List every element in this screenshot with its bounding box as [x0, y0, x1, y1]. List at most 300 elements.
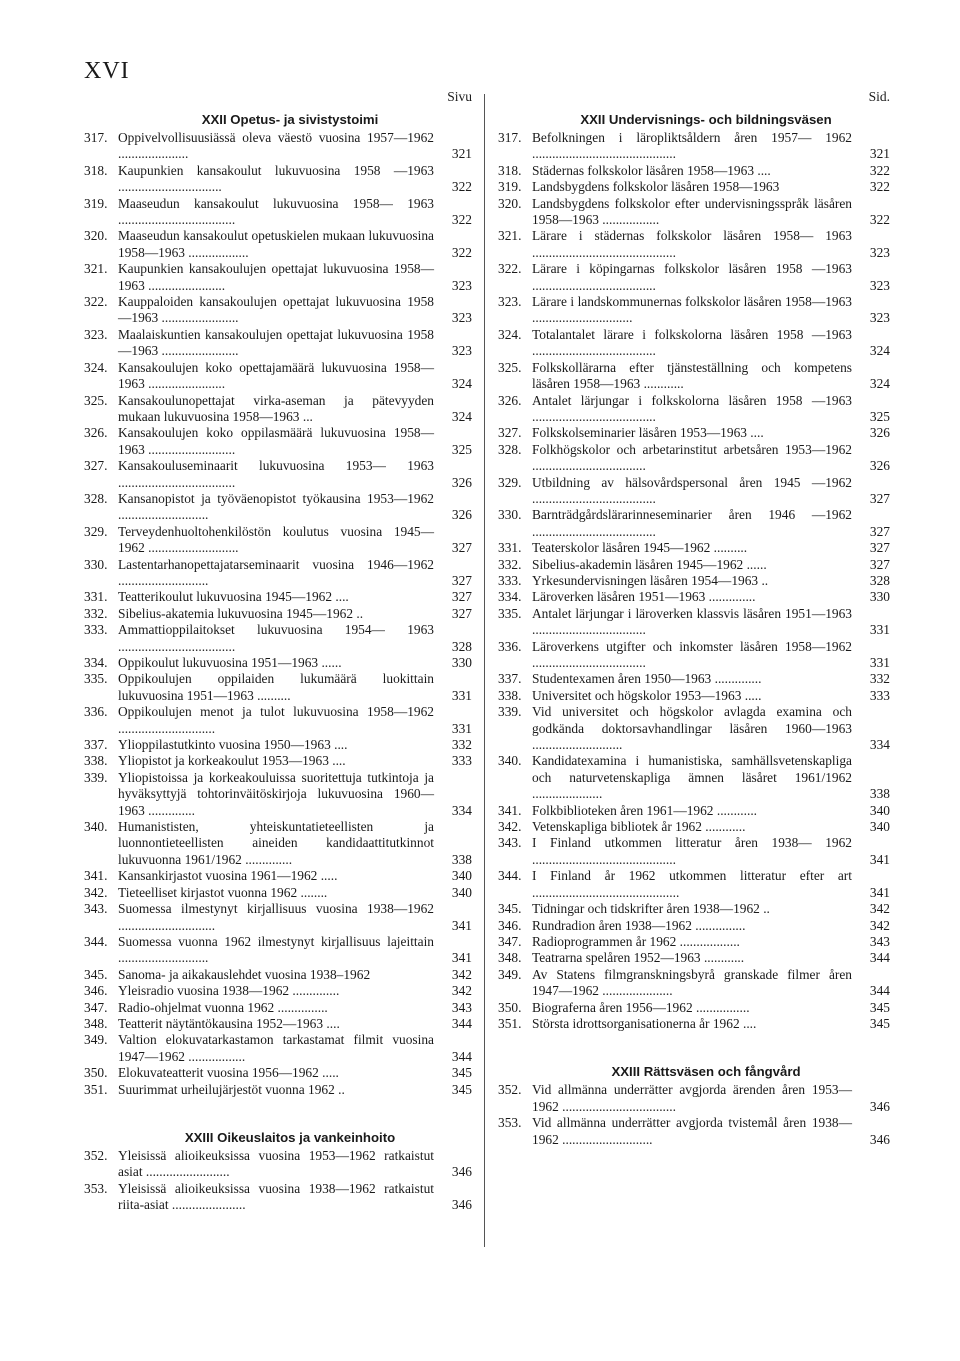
- toc-entry: [84, 196, 472, 229]
- entry-page: 323: [451, 310, 472, 326]
- entry-number: 320.: [498, 195, 522, 211]
- entry-number: 340.: [84, 819, 108, 835]
- entry-number: 346.: [84, 983, 108, 999]
- entry-title: Ylioppilastutkinto vuosina 1950—1963 ....: [118, 737, 348, 753]
- toc-entry: [498, 425, 890, 441]
- entry-title: Oppikoulut lukuvuosina 1951—1963 ......: [118, 655, 342, 670]
- toc-entry: [84, 130, 472, 163]
- entry-title: Folkskollärarna efter tjänsteställning och kompetens läsåren 1958—1963 ............: [532, 359, 852, 392]
- entry-page: 342: [869, 917, 890, 933]
- entry-number: 331.: [84, 589, 108, 605]
- entry-page: 331: [869, 622, 890, 638]
- entry-title: Lärare i köpingarnas folkskolor läsåren 1958 —1963 .....................................: [532, 261, 852, 293]
- toc-entry: [84, 228, 472, 261]
- toc-entry: [498, 507, 890, 540]
- entry-page: 328: [869, 572, 890, 588]
- entry-title: Teatterit näytäntökausina 1952—1963 ....: [118, 1015, 340, 1031]
- toc-entry: [498, 294, 890, 327]
- entry-title: Totalantalet lärare i folkskolorna läsåren 1958 —1963 .....................................: [532, 326, 852, 359]
- toc-entry: [498, 557, 890, 573]
- entry-title: Yliopistot ja korkeakoulut 1953—1963 ....: [118, 753, 346, 769]
- toc-entry: [498, 130, 890, 163]
- entry-page: 332: [869, 671, 890, 687]
- toc-entry: [84, 589, 472, 605]
- entry-title: Suurimmat urheilujärjestöt vuonna 1962 ..: [118, 1081, 345, 1097]
- entry-title: Yleisissä alioikeuksissa vuosina 1953—1962 ratkaistut asiat .........................: [118, 1147, 434, 1180]
- entry-page: 344: [451, 1015, 472, 1031]
- entry-title: Ammattioppilaitokset lukuvuosina 1954— 1963 ...................................: [118, 622, 434, 654]
- entry-number: 344.: [84, 933, 108, 949]
- toc-entry: [84, 524, 472, 557]
- entry-title: Rundradion åren 1938—1962 ...............: [532, 917, 746, 933]
- entry-title: I Finland utkommen litteratur åren 1938— 1962 ...........................................: [532, 835, 852, 867]
- entry-number: 324.: [498, 326, 522, 342]
- entry-number: 335.: [498, 605, 522, 621]
- entry-page: 326: [869, 425, 890, 441]
- entry-page: 334: [451, 802, 472, 818]
- toc-entry: [498, 540, 890, 556]
- entry-page: 341: [451, 950, 472, 966]
- entry-title: Kandidatexamina i humanistiska, samhällsvetenskapliga och naturvetenskapliga ämnen läsåret 1961/1962 .....................: [532, 753, 852, 802]
- toc-entry: [498, 967, 890, 1000]
- section-title: XXII Opetus- ja sivistystoimi: [201, 112, 379, 127]
- entry-page: 346: [451, 1164, 472, 1180]
- entry-page: 342: [451, 983, 472, 999]
- toc-entry: [498, 393, 890, 426]
- entry-page: 332: [451, 737, 472, 753]
- entry-title: Radioprogrammen år 1962 ..................: [532, 933, 740, 949]
- entry-number: 336.: [498, 638, 522, 654]
- toc-entry: [84, 753, 472, 769]
- toc-entry: [498, 918, 890, 934]
- entry-title: Antalet lärjungar i folkskolorna läsåren 1958 —1963 .....................................: [532, 392, 852, 424]
- entry-page: 324: [869, 376, 890, 392]
- entry-page: 338: [451, 851, 472, 867]
- entry-title: Biograferna åren 1956—1962 ................: [532, 999, 750, 1015]
- entry-page: 340: [869, 802, 890, 818]
- entry-number: 331.: [498, 540, 522, 556]
- toc-entry: [84, 770, 472, 819]
- entry-list: [84, 1148, 472, 1214]
- entry-page: 323: [869, 277, 890, 293]
- entry-title: Av Statens filmgranskningsbyrå granskade filmer åren 1947—1962 .....................: [532, 966, 852, 999]
- entry-number: 329.: [84, 523, 108, 539]
- entry-page: 327: [869, 523, 890, 539]
- entry-number: 344.: [498, 868, 522, 884]
- entry-number: 351.: [84, 1081, 108, 1097]
- toc-entry: [84, 557, 472, 590]
- entry-title: Landsbygdens folkskolor efter undervisningsspråk läsåren 1958—1963 .................: [532, 195, 852, 228]
- toc-entry: [84, 655, 472, 671]
- entry-title: Maalaiskuntien kansakoulujen opettajat lukuvuosina 1958—1963 .......................: [118, 326, 434, 359]
- entry-number: 324.: [84, 359, 108, 375]
- entry-number: 338.: [498, 687, 522, 703]
- toc-entry: [498, 639, 890, 672]
- entry-page: 327: [451, 572, 472, 588]
- toc-entry: [498, 261, 890, 294]
- toc-entry: [84, 1032, 472, 1065]
- entry-number: 336.: [84, 704, 108, 720]
- entry-list: [498, 1082, 890, 1148]
- entry-page: 344: [451, 1048, 472, 1064]
- entry-page: 330: [869, 589, 890, 605]
- entry-number: 353.: [498, 1115, 522, 1131]
- toc-entry: [84, 261, 472, 294]
- entry-title: Vid universitet och högskolor avlagda examina och godkända doktorsavhandlingar läsåren 1960—1963 ...........................: [532, 704, 852, 753]
- entry-number: 327.: [84, 458, 108, 474]
- entry-title: Maaseudun kansakoulut opetuskielen mukaan lukuvuosina 1958—1963 ..................: [118, 228, 434, 260]
- entry-title: Sanoma- ja aikakauslehdet vuosina 1938–1962: [118, 966, 371, 982]
- entry-page: 327: [451, 589, 472, 605]
- entry-page: 343: [869, 933, 890, 949]
- entry-page: 327: [869, 540, 890, 556]
- entry-page: 343: [451, 999, 472, 1015]
- entry-title: Kansakoulunopettajat virka-aseman ja pätevyyden mukaan lukuvuosina 1958—1963 ...: [118, 392, 434, 424]
- entry-number: 332.: [498, 556, 522, 572]
- entry-page: 345: [451, 1081, 472, 1097]
- entry-page: 346: [869, 1131, 890, 1147]
- entry-title: Tidningar och tidskrifter åren 1938—1962 ..: [532, 901, 770, 917]
- toc-entry: [498, 1016, 890, 1032]
- entry-title: Landsbygdens folkskolor läsåren 1958—1963: [532, 179, 780, 195]
- toc-entry: [84, 1148, 472, 1181]
- entry-number: 339.: [84, 769, 108, 785]
- toc-entry: [498, 1082, 890, 1115]
- entry-title: Maaseudun kansakoulut lukuvuosina 1958— 1963 ...................................: [118, 195, 434, 228]
- toc-entry: [498, 819, 890, 835]
- entry-number: 334.: [498, 589, 522, 605]
- entry-page: 322: [451, 179, 472, 195]
- entry-title: Teaterskolor läsåren 1945—1962 ..........: [532, 540, 748, 556]
- entry-page: 345: [869, 999, 890, 1015]
- toc-entry: [84, 671, 472, 704]
- toc-entry: [498, 835, 890, 868]
- entry-page: 346: [451, 1197, 472, 1213]
- toc-entry: [84, 360, 472, 393]
- entry-number: 343.: [498, 835, 522, 851]
- entry-number: 337.: [84, 737, 108, 753]
- entry-title: Elokuvateatterit vuosina 1956—1962 .....: [118, 1065, 339, 1081]
- toc-entry: [84, 885, 472, 901]
- entry-number: 326.: [498, 392, 522, 408]
- entry-page: 326: [869, 458, 890, 474]
- entry-title: Tieteelliset kirjastot vuonna 1962 ........: [118, 884, 328, 900]
- entry-title: Humanististen, yhteiskuntatieteellisten ja luonnontieteellisten aineiden kandidaattitutkinnot lukuvuonna 1961/1962 ..............: [118, 819, 434, 867]
- entry-title: Vid allmänna underrätter avgjorda tvistemål åren 1938—1962 ...........................: [532, 1115, 852, 1147]
- toc-entry: [84, 1082, 472, 1098]
- toc-entry: [84, 491, 472, 524]
- toc-entry: [498, 753, 890, 802]
- toc-entry: [84, 622, 472, 655]
- entry-page: 323: [451, 343, 472, 359]
- toc-entry: [84, 327, 472, 360]
- entry-page: 321: [451, 146, 472, 162]
- entry-number: 347.: [84, 999, 108, 1015]
- entry-title: Vetenskapliga bibliotek år 1962 ............: [532, 819, 746, 835]
- entry-title: Vid allmänna underrätter avgjorda ärenden åren 1953—1962 ..................................: [532, 1082, 852, 1114]
- entry-number: 349.: [84, 1032, 108, 1048]
- entry-number: 318.: [84, 162, 108, 178]
- entry-number: 317.: [498, 130, 522, 145]
- entry-number: 318.: [498, 162, 522, 178]
- entry-number: 326.: [84, 425, 108, 441]
- entry-page: 327: [451, 605, 472, 621]
- toc-entry: [498, 803, 890, 819]
- entry-page: 340: [451, 868, 472, 884]
- entry-title: Oppikoulujen oppilaiden lukumäärä luokittain lukuvuosina 1951—1963 ..........: [118, 671, 434, 703]
- entry-title: Utbildning av hälsovårdspersonal åren 1945 —1962 .....................................: [532, 474, 852, 506]
- entry-number: 321.: [84, 261, 108, 277]
- entry-number: 329.: [498, 474, 522, 490]
- entry-page: 322: [451, 212, 472, 228]
- entry-number: 321.: [498, 228, 522, 244]
- entry-number: 322.: [84, 294, 108, 310]
- entry-number: 320.: [84, 228, 108, 244]
- entry-title: Lärare i städernas folkskolor läsåren 1958— 1963 ...........................................: [532, 228, 852, 260]
- finnish-column: [84, 86, 472, 1214]
- toc-entry: [498, 442, 890, 475]
- entry-number: 323.: [498, 294, 522, 310]
- entry-title: Suomessa vuonna 1962 ilmestynyt kirjallisuus lajeittain ...........................: [118, 933, 434, 966]
- entry-title: Yleisissä alioikeuksissa vuosina 1938—1962 ratkaistut riita-asiat ......................: [118, 1180, 434, 1213]
- toc-entry: [498, 196, 890, 229]
- entry-title: Största idrottsorganisationerna år 1962 ....: [532, 1015, 757, 1031]
- entry-page: 326: [451, 474, 472, 490]
- entry-number: 339.: [498, 704, 522, 720]
- entry-title: Kaupunkien kansakoulujen opettajat lukuvuosina 1958—1963 .......................: [118, 261, 434, 293]
- entry-number: 330.: [498, 507, 522, 523]
- entry-number: 353.: [84, 1180, 108, 1196]
- entry-page: 338: [869, 786, 890, 802]
- toc-entry: [84, 606, 472, 622]
- toc-entry: [84, 1016, 472, 1032]
- entry-number: 352.: [498, 1082, 522, 1098]
- entry-number: 335.: [84, 671, 108, 687]
- entry-title: Universitet och högskolor 1953—1963 .....: [532, 687, 762, 703]
- entry-title: Folkbiblioteken åren 1961—1962 ............: [532, 802, 758, 818]
- toc-entry: [498, 901, 890, 917]
- column-page-heading: Sivu: [447, 89, 472, 104]
- entry-page: 345: [451, 1065, 472, 1081]
- entry-number: 338.: [84, 753, 108, 769]
- section-title: XXIII Rättsväsen och fångvård: [611, 1064, 801, 1080]
- entry-number: 333.: [498, 572, 522, 588]
- toc-entry: [498, 688, 890, 704]
- entry-page: 342: [451, 966, 472, 982]
- entry-number: 325.: [84, 392, 108, 408]
- entry-title: Lärare i landskommunernas folkskolor läsåren 1958—1963 ..............................: [532, 294, 852, 326]
- entry-number: 327.: [498, 425, 522, 441]
- entry-title: Teatterikoulut lukuvuosina 1945—1962 ....: [118, 589, 349, 605]
- entry-number: 317.: [84, 130, 108, 145]
- entry-title: Kauppaloiden kansakoulujen opettajat lukuvuosina 1958—1963 .......................: [118, 294, 434, 326]
- toc-entry: [84, 934, 472, 967]
- entry-page: 340: [869, 819, 890, 835]
- toc-entry: [84, 393, 472, 426]
- entry-number: 345.: [84, 966, 108, 982]
- entry-number: 348.: [84, 1015, 108, 1031]
- toc-entry: [498, 360, 890, 393]
- entry-title: Yleisradio vuosina 1938—1962 ..............: [118, 983, 340, 999]
- toc-entry: [84, 1181, 472, 1214]
- entry-title: Studentexamen åren 1950—1963 ..............: [532, 671, 762, 687]
- entry-page: 342: [869, 901, 890, 917]
- entry-number: 340.: [498, 753, 522, 769]
- toc-entry: [498, 1000, 890, 1016]
- page-number: XVI: [84, 58, 130, 84]
- toc-entry: [498, 671, 890, 687]
- entry-number: 342.: [498, 819, 522, 835]
- entry-number: 341.: [498, 802, 522, 818]
- column-page-heading: Sid.: [868, 89, 890, 104]
- swedish-column: [498, 86, 890, 1148]
- entry-number: 319.: [498, 179, 522, 195]
- entry-number: 330.: [84, 556, 108, 572]
- entry-number: 349.: [498, 966, 522, 982]
- entry-page: 334: [869, 737, 890, 753]
- entry-number: 332.: [84, 605, 108, 621]
- entry-page: 341: [869, 884, 890, 900]
- entry-number: 341.: [84, 868, 108, 884]
- entry-title: Sibelius-akademin läsåren 1945—1962 ......: [532, 556, 767, 572]
- entry-number: 345.: [498, 901, 522, 917]
- toc-entry: [84, 868, 472, 884]
- toc-entry: [498, 606, 890, 639]
- entry-page: 322: [869, 179, 890, 195]
- entry-page: 327: [869, 490, 890, 506]
- entry-title: Teatrarna spelåren 1952—1963 ............: [532, 950, 745, 966]
- entry-number: 348.: [498, 950, 522, 966]
- toc-entry: [498, 1115, 890, 1148]
- entry-number: 350.: [84, 1065, 108, 1081]
- entry-title: Kansanopistot ja työväenopistot työkausina 1953—1962 ...........................: [118, 490, 434, 523]
- toc-entry: [84, 294, 472, 327]
- entry-title: Valtion elokuvatarkastamon tarkastamat filmit vuosina 1947—1962 .................: [118, 1032, 434, 1064]
- entry-page: 324: [869, 343, 890, 359]
- entry-number: 323.: [84, 326, 108, 342]
- entry-title: Kansakoulujen koko opettajamäärä lukuvuosina 1958—1963 .......................: [118, 359, 434, 392]
- entry-title: Kansakouluseminaarit lukuvuosina 1953— 1963 ...................................: [118, 458, 434, 490]
- entry-number: 337.: [498, 671, 522, 687]
- section-title: XXII Undervisnings- och bildningsväsen: [580, 112, 832, 127]
- entry-list: [84, 130, 472, 1098]
- toc-entry: [84, 458, 472, 491]
- entry-page: 344: [869, 950, 890, 966]
- entry-title: Oppikoulujen menot ja tulot lukuvuosina 1958—1962 .............................: [118, 704, 434, 736]
- entry-number: 333.: [84, 622, 108, 638]
- entry-title: Terveydenhuoltohenkilöstön koulutus vuosina 1945—1962 ...........................: [118, 523, 434, 556]
- toc-entry: [498, 934, 890, 950]
- entry-number: 352.: [84, 1147, 108, 1163]
- entry-page: 327: [869, 556, 890, 572]
- entry-page: 324: [451, 376, 472, 392]
- toc-entry: [498, 163, 890, 179]
- toc-entry: [498, 950, 890, 966]
- entry-page: 330: [451, 655, 472, 670]
- entry-title: Suomessa ilmestynyt kirjallisuus vuosina 1938—1962 .............................: [118, 901, 434, 933]
- toc-entry: [498, 228, 890, 261]
- entry-page: 326: [451, 507, 472, 523]
- toc-entry: [84, 737, 472, 753]
- toc-entry: [84, 425, 472, 458]
- entry-title: Lastentarhanopettajatarseminaarit vuosina 1946—1962 ...........................: [118, 556, 434, 588]
- toc-entry: [498, 475, 890, 508]
- toc-entry: [84, 819, 472, 868]
- toc-entry: [498, 868, 890, 901]
- entry-number: 351.: [498, 1015, 522, 1031]
- entry-page: 324: [451, 408, 472, 424]
- toc-entry: [498, 327, 890, 360]
- entry-number: 343.: [84, 901, 108, 917]
- entry-page: 331: [451, 720, 472, 736]
- toc-entry: [498, 179, 890, 195]
- entry-title: Antalet lärjungar i läroverken klassvis läsåren 1951—1963 ..................................: [532, 605, 852, 638]
- entry-number: 328.: [498, 441, 522, 457]
- toc-entry: [84, 983, 472, 999]
- entry-number: 328.: [84, 490, 108, 506]
- entry-title: Kansakoulujen koko oppilasmäärä lukuvuosina 1958—1963 ..........................: [118, 425, 434, 457]
- entry-title: Kansankirjastot vuosina 1961—1962 .....: [118, 868, 338, 884]
- entry-list: [498, 130, 890, 1032]
- toc-entry: [84, 1065, 472, 1081]
- toc-entry: [84, 967, 472, 983]
- toc-entry: [84, 1000, 472, 1016]
- section-title: XXIII Oikeuslaitos ja vankeinhoito: [184, 1129, 396, 1145]
- toc-entry: [498, 704, 890, 753]
- entry-page: 344: [869, 983, 890, 999]
- entry-page: 331: [869, 655, 890, 670]
- toc-entry: [84, 901, 472, 934]
- entry-page: 345: [869, 1015, 890, 1031]
- entry-page: 341: [451, 917, 472, 933]
- entry-title: Kaupunkien kansakoulut lukuvuosina 1958 —1963 ...............................: [118, 162, 434, 195]
- entry-title: Läroverken läsåren 1951—1963 ..............: [532, 589, 756, 605]
- entry-title: Folkskolseminarier läsåren 1953—1963 ....: [532, 425, 764, 441]
- entry-number: 347.: [498, 933, 522, 949]
- entry-title: Yliopistoissa ja korkeakouluissa suoritettuja tutkintoja ja hyväksyttyjä tohtorinväitöskirjoja lukuvuosina 1960—1963 ..............: [118, 769, 434, 818]
- entry-title: I Finland år 1962 utkommen litteratur efter art ............................................: [532, 868, 852, 900]
- entry-page: 327: [451, 540, 472, 556]
- entry-page: 321: [869, 146, 890, 162]
- entry-number: 325.: [498, 359, 522, 375]
- entry-title: Befolkningen i läropliktsåldern åren 1957— 1962 ...........................................: [532, 130, 852, 162]
- entry-page: 323: [451, 277, 472, 293]
- entry-title: Barnträdgårdslärarinneseminarier åren 1946 —1962 .....................................: [532, 507, 852, 539]
- entry-number: 350.: [498, 999, 522, 1015]
- toc-entry: [498, 589, 890, 605]
- toc-entry: [84, 704, 472, 737]
- entry-title: Sibelius-akatemia lukuvuosina 1945—1962 ..: [118, 605, 364, 621]
- toc-entry: [498, 573, 890, 589]
- entry-number: 334.: [84, 655, 108, 670]
- entry-page: 322: [869, 212, 890, 228]
- entry-page: 325: [869, 408, 890, 424]
- entry-number: 342.: [84, 884, 108, 900]
- entry-page: 323: [869, 244, 890, 260]
- toc-entry: [84, 163, 472, 196]
- entry-page: 322: [451, 244, 472, 260]
- entry-title: Läroverkens utgifter och inkomster läsåren 1958—1962 ..................................: [532, 638, 852, 670]
- entry-page: 328: [451, 638, 472, 654]
- entry-page: 323: [869, 310, 890, 326]
- entry-page: 333: [451, 753, 472, 769]
- entry-number: 346.: [498, 917, 522, 933]
- entry-page: 346: [869, 1098, 890, 1114]
- entry-number: 322.: [498, 261, 522, 277]
- entry-title: Folkhögskolor och arbetarinstitut arbetsåren 1953—1962 ..................................: [532, 441, 852, 474]
- entry-title: Yrkesundervisningen läsåren 1954—1963 ..: [532, 572, 769, 588]
- column-divider: [484, 94, 485, 1247]
